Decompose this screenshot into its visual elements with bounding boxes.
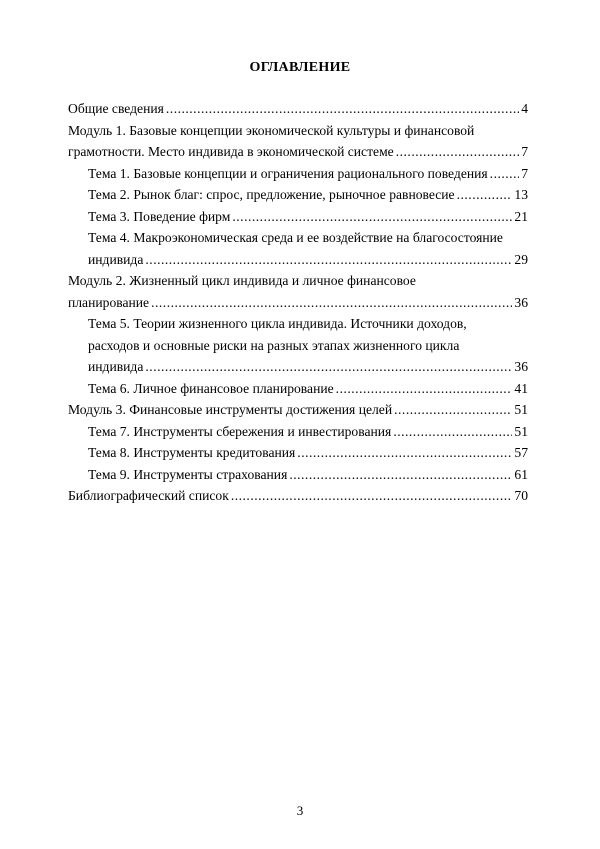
toc-entry-bibliography[interactable] xyxy=(68,485,528,507)
toc-entry-page: 36 xyxy=(514,294,528,310)
toc-entry-line xyxy=(68,485,528,507)
dot-leader xyxy=(396,141,519,163)
toc-entry-line xyxy=(88,421,528,443)
toc-entry-page: 36 xyxy=(514,359,528,374)
toc-entry-topic-3[interactable] xyxy=(68,206,528,228)
dot-leader xyxy=(145,356,512,378)
dot-leader xyxy=(393,421,512,443)
toc-entry-title: Тема 1. Базовые концепции и ограничения рационального поведения xyxy=(88,165,488,181)
toc-entry-title-line: Тема 4. Макроэкономическая среда и ее воздействие на благосостояние xyxy=(88,230,503,245)
toc-entry-title-line: расходов и основные риски на разных этапах жизненного цикла xyxy=(88,337,460,353)
toc-entry-topic-5[interactable] xyxy=(68,313,528,378)
toc-entry-page: 57 xyxy=(514,445,528,460)
toc-entry-line xyxy=(68,141,528,163)
toc-entry-title: Библиографический список xyxy=(68,488,229,503)
toc-entry-topic-6[interactable] xyxy=(68,378,528,400)
toc-entry-title: Тема 2. Рынок благ: спрос, предложение, рыночное равновесие xyxy=(88,187,455,202)
toc-entry-line xyxy=(88,206,528,228)
toc-entry-page: 51 xyxy=(514,423,528,439)
toc-entry-page: 29 xyxy=(514,251,528,267)
toc-entry-line xyxy=(88,184,528,206)
toc-entry-page: 21 xyxy=(514,208,528,224)
dot-leader xyxy=(297,442,512,464)
dot-leader xyxy=(336,378,513,400)
toc-entry-title: Общие сведения xyxy=(68,101,164,116)
toc-entry-page: 13 xyxy=(514,187,528,202)
toc-entry-module-2[interactable] xyxy=(68,270,528,313)
dot-leader xyxy=(490,163,520,185)
toc-entry-title: Тема 7. Инструменты сбережения и инвестирования xyxy=(88,423,392,439)
toc-entry-topic-9[interactable] xyxy=(68,464,528,486)
toc-entry-title: Тема 9. Инструменты страхования xyxy=(88,466,288,482)
toc-entry-topic-2[interactable] xyxy=(68,184,528,206)
toc-entry-page: 7 xyxy=(521,165,528,181)
toc-entry-title-line: Модуль 2. Жизненный цикл индивида и личное финансовое xyxy=(68,273,416,288)
toc-entry-page: 4 xyxy=(521,101,528,116)
dot-leader xyxy=(394,399,512,421)
toc-entry-title: планирование xyxy=(68,294,150,310)
toc-entry-general-info[interactable] xyxy=(68,98,528,120)
table-of-contents xyxy=(68,98,528,507)
page-number: 3 xyxy=(296,803,304,818)
toc-entry-line xyxy=(68,292,528,314)
dot-leader xyxy=(151,292,512,314)
toc-entry-topic-4[interactable] xyxy=(68,227,528,270)
toc-entry-page: 41 xyxy=(514,380,528,396)
toc-entry-page: 70 xyxy=(514,488,528,503)
toc-entry-page: 7 xyxy=(521,144,528,159)
toc-entry-line xyxy=(88,163,528,185)
toc-entry-page: 51 xyxy=(514,402,528,417)
toc-entry-line xyxy=(88,249,528,271)
toc-title: ОГЛАВЛЕНИЕ xyxy=(249,60,351,75)
toc-entry-line xyxy=(88,464,528,486)
dot-leader xyxy=(231,485,513,507)
toc-entry-title: Модуль 3. Финансовые инструменты достижения целей xyxy=(68,402,393,417)
toc-entry-title: индивида xyxy=(88,251,144,267)
toc-entry-line xyxy=(88,442,528,464)
toc-entry-line xyxy=(68,399,528,421)
dot-leader xyxy=(289,464,512,486)
toc-entry-topic-1[interactable] xyxy=(68,163,528,185)
toc-entry-module-1[interactable] xyxy=(68,120,528,163)
toc-entry-title: грамотности. Место индивида в экономической системе xyxy=(68,144,394,159)
toc-entry-title: индивида xyxy=(88,359,144,374)
toc-entry-line xyxy=(88,356,528,378)
toc-entry-title: Тема 3. Поведение фирм xyxy=(88,208,231,224)
toc-entry-module-3[interactable] xyxy=(68,399,528,421)
toc-entry-page: 61 xyxy=(514,466,528,482)
toc-entry-line xyxy=(68,98,528,120)
toc-entry-title-line: Тема 5. Теории жизненного цикла индивида. Источники доходов, xyxy=(88,316,467,331)
toc-entry-title: Тема 6. Личное финансовое планирование xyxy=(88,380,334,396)
toc-entry-title: Тема 8. Инструменты кредитования xyxy=(88,445,296,460)
dot-leader xyxy=(457,184,513,206)
toc-entry-title-line: Модуль 1. Базовые концепции экономической культуры и финансовой xyxy=(68,122,475,138)
toc-entry-line xyxy=(88,378,528,400)
dot-leader xyxy=(145,249,512,271)
toc-entry-topic-7[interactable] xyxy=(68,421,528,443)
dot-leader xyxy=(232,206,512,228)
dot-leader xyxy=(166,98,519,120)
toc-entry-topic-8[interactable] xyxy=(68,442,528,464)
